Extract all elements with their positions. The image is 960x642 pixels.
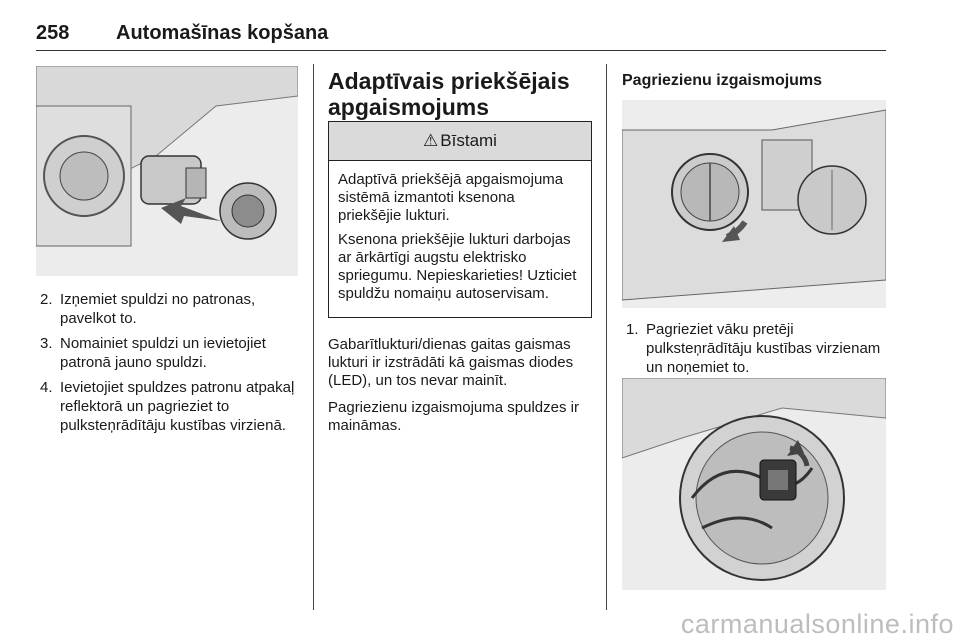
subsection-title: Pagriezienu izgaismojums bbox=[622, 72, 823, 89]
warning-header bbox=[329, 122, 591, 161]
body-paragraph: Gabarītlukturi/dienas gaitas gaismas lukturi ir izstrādāti kā gaismas diodes (LED), un tos nevar mainīt. bbox=[328, 336, 574, 389]
body-paragraph: Pagriezienu izgaismojuma spuldzes ir maināmas. bbox=[328, 399, 579, 434]
bulb-removal-illustration bbox=[36, 66, 298, 276]
column-divider-1 bbox=[313, 64, 314, 610]
bulb-socket-figure bbox=[622, 378, 886, 590]
section-title: Adaptīvais priekšējais apgaismojums bbox=[328, 68, 570, 120]
cover-removal-figure bbox=[622, 100, 886, 308]
cover-removal-illustration bbox=[622, 100, 886, 308]
warning-paragraph: Adaptīvā priekšējā apgaismojuma sistēmā izmantoti ksenona priekšējie lukturi. bbox=[338, 171, 564, 224]
bulb-socket-illustration bbox=[622, 378, 886, 590]
bulb-removal-figure bbox=[36, 66, 298, 276]
warning-heading: Bīstami bbox=[440, 131, 497, 150]
header-divider bbox=[36, 50, 886, 51]
warning-box bbox=[328, 121, 592, 318]
list-item: 1. Pagrieziet vāku pretēji pulksteņrādītāju kustības virzienam un noņemiet to. bbox=[626, 321, 881, 376]
watermark: carmanualsonline.info bbox=[680, 609, 954, 639]
warning-paragraph: Ksenona priekšējie lukturi darbojas ar ārkārtīgi augstu elektrisko spriegumu. Nepieskarieties! Uzticiet spuldžu nomaiņu autoservisam. bbox=[338, 231, 577, 302]
chapter-title: Automašīnas kopšana bbox=[116, 22, 329, 44]
column-divider-2 bbox=[606, 64, 607, 610]
step-list-1 bbox=[36, 290, 304, 441]
warning-body bbox=[329, 161, 591, 317]
warning-triangle-icon: ⚠ bbox=[423, 131, 439, 150]
list-item: 3. Nomainiet spuldzi un ievietojiet patronā jauno spuldzi. bbox=[40, 335, 266, 371]
list-item: 4. Ievietojiet spuldzes patronu atpakaļ reflektorā un pagrieziet to pulksteņrādītāju kustības virzienā. bbox=[40, 379, 295, 434]
page-header bbox=[36, 22, 886, 50]
page-number: 258 bbox=[36, 22, 70, 44]
list-item: 2. Izņemiet spuldzi no patronas, pavelkot to. bbox=[40, 291, 256, 327]
step-list-2 bbox=[622, 320, 886, 383]
